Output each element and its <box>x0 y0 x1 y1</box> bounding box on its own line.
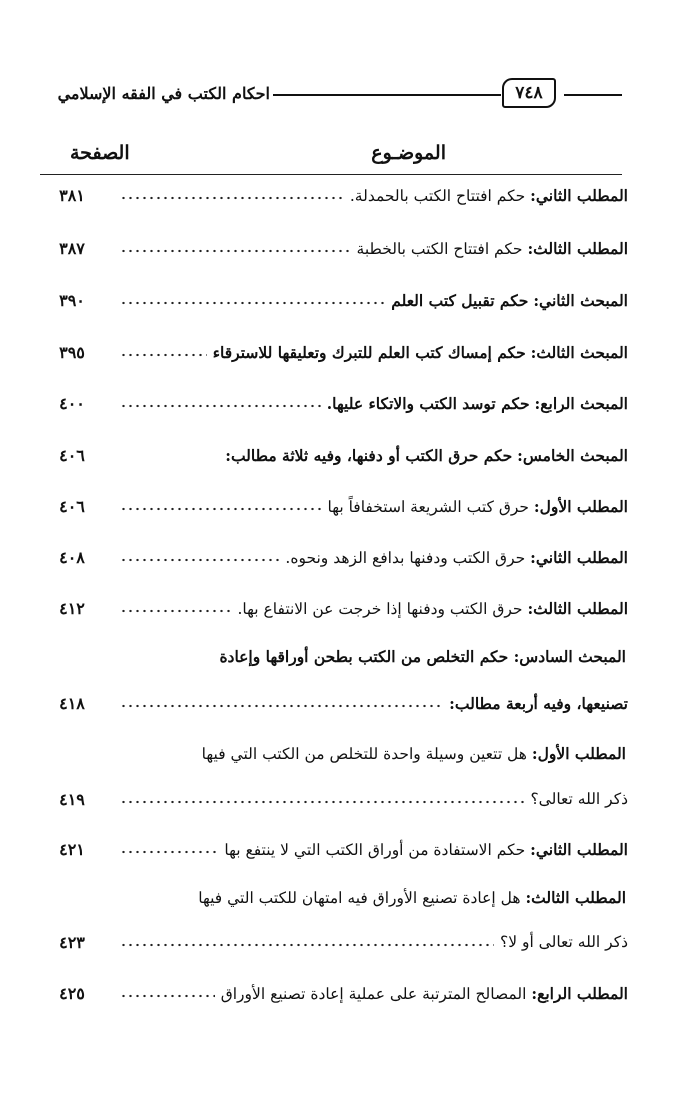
entry-label: المطلب الثالث: <box>527 238 628 258</box>
toc-entry <box>40 978 628 1008</box>
page-ref: ٣٩٠ <box>59 290 85 310</box>
heading-rule <box>40 174 622 175</box>
toc-entry <box>40 440 628 470</box>
entry-continuation: ذكر الله تعالى أو لا؟ <box>499 933 628 951</box>
entry-continuation: تصنيعها، وفيه أربعة مطالب: <box>449 693 628 713</box>
entry-label: المطلب الثاني: <box>530 547 628 567</box>
page-ref: ٣٩٥ <box>59 342 85 362</box>
entry-title: حكم الاستفادة من أوراق الكتب التي لا ينتفع بها <box>224 840 526 859</box>
entry-label: المطلب الأول: <box>533 496 628 516</box>
dot-leader <box>120 991 215 1001</box>
dot-leader <box>120 504 321 514</box>
toc-entry <box>40 593 628 623</box>
dot-leader <box>120 401 321 411</box>
toc-entry <box>40 285 628 315</box>
entry-label: المبحث الرابع: <box>534 393 628 413</box>
entry-label: المطلب الثاني: <box>530 839 628 859</box>
dot-leader <box>120 298 385 308</box>
page-ref: ٤٠٦ <box>59 496 85 516</box>
entry-title: حكم التخلص من الكتب بطحن أوراقها وإعادة <box>219 646 509 666</box>
page-ref: ٤١٩ <box>59 789 85 809</box>
entry-title: حكم افتتاح الكتب بالخطبة <box>356 239 523 258</box>
column-heading-page: الصفحة <box>70 142 130 164</box>
entry-title: حرق الكتب ودفنها بدافع الزهد ونحوه. <box>285 548 526 567</box>
entry-title: المصالح المترتبة على عملية إعادة تصنيع الأوراق <box>220 984 527 1003</box>
toc-entry-line2 <box>40 927 628 957</box>
toc-entry-line2 <box>40 784 628 814</box>
entry-title: هل إعادة تصنيع الأوراق فيه امتهان للكتب التي فيها <box>198 888 521 907</box>
entry-label: المطلب الرابع: <box>531 983 628 1003</box>
header-rule-right <box>564 94 622 96</box>
page-ref: ٤١٢ <box>59 598 85 618</box>
dot-leader <box>120 350 207 360</box>
dot-leader <box>120 847 218 857</box>
entry-label: المبحث الثالث: <box>530 342 628 362</box>
toc-entry <box>40 337 628 367</box>
entry-title: حرق الكتب ودفنها إذا خرجت عن الانتفاع بها. <box>237 599 523 618</box>
toc-entry-line1 <box>40 882 626 912</box>
entry-title: حرق كتب الشريعة استخفافاً بها <box>327 497 529 516</box>
page-ref: ٤١٨ <box>59 693 85 713</box>
entry-text <box>327 394 628 413</box>
entry-text <box>285 548 628 567</box>
toc-entry-line1 <box>40 641 626 671</box>
page-ref: ٤٢١ <box>59 839 85 859</box>
entry-label: المبحث الثاني: <box>533 290 628 310</box>
column-heading-topic: الموضـوع <box>371 142 446 164</box>
toc-entry <box>40 542 628 572</box>
toc-entry <box>40 388 628 418</box>
entry-title: هل تتعين وسيلة واحدة للتخلص من الكتب التي فيها <box>201 744 527 763</box>
entry-label: المطلب الثاني: <box>530 185 628 205</box>
header-rule-middle <box>273 94 501 96</box>
entry-text <box>224 840 628 859</box>
toc-entry <box>40 834 628 864</box>
entry-title: حكم توسد الكتب والاتكاء عليها. <box>326 393 530 413</box>
entry-label: المطلب الثالث: <box>527 598 628 618</box>
entry-text <box>391 291 628 310</box>
entry-text <box>213 343 628 362</box>
entry-text <box>198 888 626 907</box>
toc-entry <box>40 491 628 521</box>
dot-leader <box>120 701 443 711</box>
page-ref: ٤٠٠ <box>59 393 85 413</box>
entry-title: حكم افتتاح الكتب بالحمدلة. <box>349 186 526 205</box>
entry-text <box>350 186 628 205</box>
entry-text <box>357 239 628 258</box>
page-ref: ٤٠٨ <box>59 547 85 567</box>
running-header <box>40 72 622 116</box>
entry-title: حكم إمساك كتب العلم للتبرك وتعليقها للاسترقاء <box>212 342 526 362</box>
toc-entry <box>40 233 628 263</box>
page-number: ٧٤٨ <box>502 78 556 108</box>
entry-label: المبحث الخامس: <box>517 445 628 465</box>
toc-entry-line1 <box>40 738 626 768</box>
toc-entry-line2 <box>40 688 628 718</box>
page-ref: ٣٨٧ <box>59 238 85 258</box>
dot-leader <box>120 246 351 256</box>
dot-leader <box>120 193 344 203</box>
entry-text <box>225 446 628 465</box>
toc-entry <box>40 180 628 210</box>
page-ref: ٤٢٥ <box>59 983 85 1003</box>
running-title: احكام الكتب في الفقه الإسلامي <box>57 84 270 103</box>
page-ref: ٣٨١ <box>59 185 85 205</box>
entry-text <box>237 599 628 618</box>
entry-text <box>202 744 626 763</box>
entry-title: حكم تقبيل كتب العلم <box>391 290 529 310</box>
dot-leader <box>120 555 279 565</box>
dot-leader <box>120 797 524 807</box>
entry-label: المبحث السادس: <box>513 646 626 666</box>
entry-continuation: ذكر الله تعالى؟ <box>530 790 628 808</box>
page-ref: ٤٠٦ <box>59 445 85 465</box>
entry-text <box>327 497 628 516</box>
entry-text <box>221 984 628 1003</box>
entry-text <box>219 647 626 666</box>
entry-label: المطلب الأول: <box>531 743 626 763</box>
entry-title: حكم حرق الكتب أو دفنها، وفيه ثلاثة مطالب: <box>225 445 513 465</box>
dot-leader <box>120 606 231 616</box>
dot-leader <box>120 940 494 950</box>
page-ref: ٤٢٣ <box>59 932 85 952</box>
entry-label: المطلب الثالث: <box>525 887 626 907</box>
